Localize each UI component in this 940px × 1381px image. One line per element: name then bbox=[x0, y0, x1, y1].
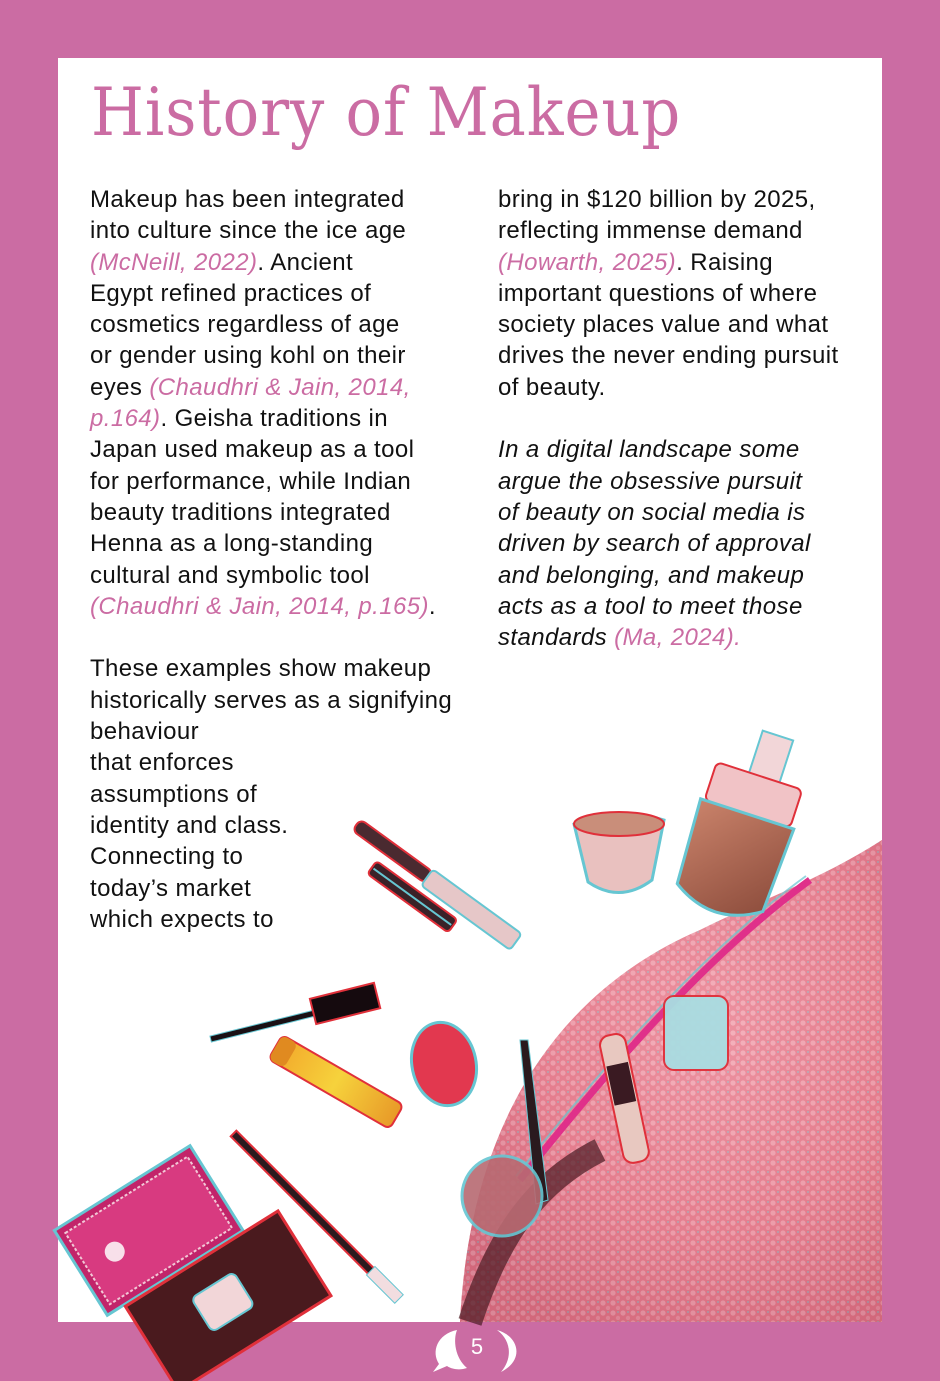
text-line: cosmetics regardless of age bbox=[90, 311, 400, 339]
citation: (McNeill, 2022) bbox=[90, 248, 258, 276]
text-line: Connecting to bbox=[90, 843, 244, 871]
citation: (Chaudhri & Jain, 2014, bbox=[149, 373, 411, 401]
page-title: History of Makeup bbox=[91, 74, 682, 151]
text-line: and belonging, and makeup bbox=[498, 561, 805, 589]
paragraph-digital bbox=[498, 434, 868, 653]
page-number-badge bbox=[427, 1328, 527, 1374]
text-line: standards (Ma, 2024). bbox=[498, 624, 742, 652]
text-line: important questions of where bbox=[498, 279, 818, 307]
page-number: 5 bbox=[470, 1334, 484, 1359]
text-line: p.164). Geisha traditions in bbox=[90, 405, 389, 433]
text-line: identity and class. bbox=[90, 811, 289, 839]
text-line: for performance, while Indian bbox=[90, 467, 412, 495]
text-line: behaviour bbox=[90, 718, 200, 746]
left-column bbox=[90, 184, 480, 935]
text-line: or gender using kohl on their bbox=[90, 342, 406, 370]
citation: (Ma, 2024). bbox=[614, 624, 742, 652]
text-line: historically serves as a signifying bbox=[90, 686, 453, 714]
citation: (Chaudhri & Jain, 2014, p.165) bbox=[90, 592, 429, 620]
text-line: of beauty. bbox=[498, 373, 606, 401]
text-line: beauty traditions integrated bbox=[90, 498, 391, 526]
text-line: which expects to bbox=[90, 905, 274, 933]
text-line: In a digital landscape some bbox=[498, 436, 800, 464]
text-line: society places value and what bbox=[498, 311, 829, 339]
text-line: that enforces bbox=[90, 749, 234, 777]
paragraph-signifying bbox=[90, 653, 480, 935]
paragraph-market bbox=[498, 184, 868, 403]
text-line: Japan used makeup as a tool bbox=[90, 436, 415, 464]
text-line: acts as a tool to meet those bbox=[498, 592, 803, 620]
text-line: of beauty on social media is bbox=[498, 498, 806, 526]
text-line: driven by search of approval bbox=[498, 530, 811, 558]
text-line: argue the obsessive pursuit bbox=[498, 467, 803, 495]
text-line: assumptions of bbox=[90, 780, 258, 808]
text-line: reflecting immense demand bbox=[498, 217, 803, 245]
text-line: cultural and symbolic tool bbox=[90, 561, 370, 589]
text-line: today’s market bbox=[90, 874, 252, 902]
text-line: (Howarth, 2025). Raising bbox=[498, 248, 774, 276]
text-line: drives the never ending pursuit bbox=[498, 342, 839, 370]
text-line: eyes (Chaudhri & Jain, 2014, bbox=[90, 373, 411, 401]
text-line: Makeup has been integrated bbox=[90, 186, 405, 213]
text-line: into culture since the ice age bbox=[90, 217, 407, 245]
text-line: Egypt refined practices of bbox=[90, 279, 372, 307]
page-panel bbox=[58, 58, 882, 1322]
citation: (Howarth, 2025) bbox=[498, 248, 677, 276]
text-line: (Chaudhri & Jain, 2014, p.165). bbox=[90, 592, 436, 620]
text-line: Henna as a long-standing bbox=[90, 530, 374, 558]
text-line: bring in $120 billion by 2025, bbox=[498, 186, 816, 213]
right-column bbox=[498, 184, 868, 653]
text-line: (McNeill, 2022). Ancient bbox=[90, 248, 354, 276]
citation: p.164) bbox=[90, 405, 161, 433]
text-line: These examples show makeup bbox=[90, 655, 432, 683]
paragraph-history bbox=[90, 184, 480, 622]
